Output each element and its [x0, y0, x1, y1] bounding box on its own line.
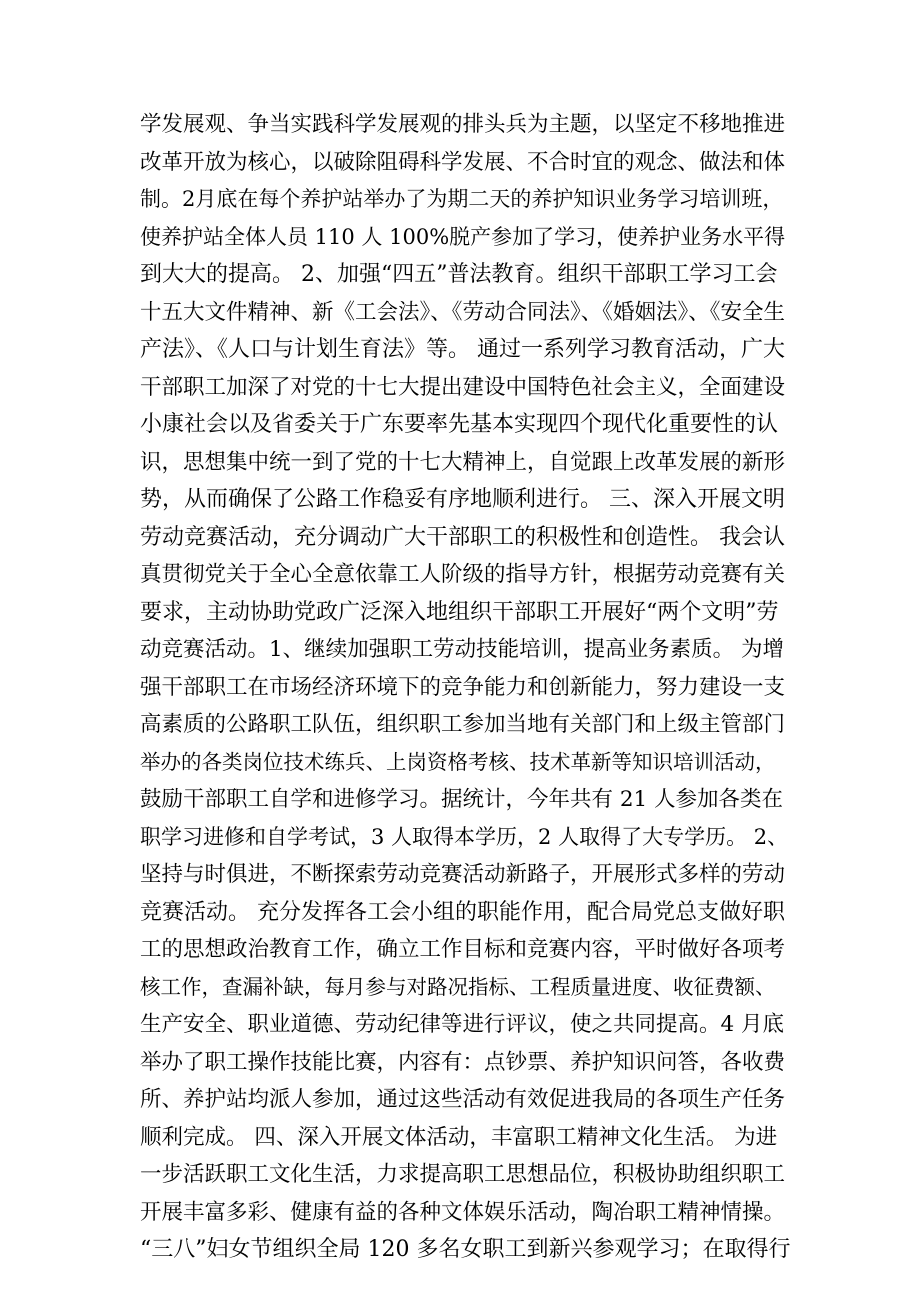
text-line: 高素质的公路职工队伍，组织职工参加当地有关部门和上级主管部门 [140, 712, 786, 737]
text-line: 鼓励干部职工自学和进修学习。据统计，今年共有 21 人参加各类在 [140, 787, 784, 812]
text-line: 制。2月底在每个养护站举办了为期二天的养护知识业务学习培训班， [140, 187, 784, 211]
text-line: 一步活跃职工文化生活，力求提高职工思想品位，积极协助组织职工 [140, 1162, 786, 1187]
text-line: 产法》、《人口与计划生育法》等。 通过一系列学习教育活动，广大 [140, 337, 785, 362]
text-line: 竞赛活动。 充分发挥各工会小组的职能作用，配合局党总支做好职 [140, 899, 785, 925]
text-line: 劳动竞赛活动，充分调动广大干部职工的积极性和创造性。 我会认 [140, 524, 785, 550]
text-line: 小康社会以及省委关于广东要率先基本实现四个现代化重要性的认 [140, 412, 779, 437]
text-line: 职学习进修和自学考试，3 人取得本学历，2 人取得了大专学历。 2、 [140, 824, 789, 849]
text-line: “三八”妇女节组织全局 120 多名女职工到新兴参观学习；在取得行 [140, 1237, 791, 1262]
text-line: 核工作，查漏补缺，每月参与对路况指标、工程质量进度、收征费额、 [140, 974, 776, 999]
text-line: 十五大文件精神、新《工会法》、《劳动合同法》、《婚姻法》、《安全生 [140, 299, 786, 325]
text-line: 举办的各类岗位技术练兵、上岗资格考核、技术革新等知识培训活动， [140, 749, 776, 774]
text-line: 干部职工加深了对党的十七大提出建设中国特色社会主义，全面建设 [140, 374, 786, 400]
text-line: 强干部职工在市场经济环境下的竞争能力和创新能力，努力建设一支 [140, 674, 786, 700]
text-line: 动竞赛活动。1、继续加强职工劳动技能培训，提高业务素质。 为增 [140, 637, 785, 662]
text-line: 顺利完成。 四、深入开展文体活动，丰富职工精神文化生活。 为进 [140, 1124, 778, 1150]
text-line: 识，思想集中统一到了党的十七大精神上，自觉跟上改革发展的新形 [140, 449, 786, 475]
body-text [140, 106, 790, 1269]
text-line: 坚持与时俱进，不断探索劳动竞赛活动新路子，开展形式多样的劳动 [140, 862, 786, 887]
text-line: 学发展观、争当实践科学发展观的排头兵为主题，以坚定不移地推进 [140, 112, 786, 137]
text-line: 所、养护站均派人参加，通过这些活动有效促进我局的各项生产任务 [140, 1087, 786, 1112]
text-line: 举办了职工操作技能比赛，内容有：点钞票、养护知识问答，各收费 [140, 1049, 786, 1075]
text-line: 开展丰富多彩、健康有益的各种文体娱乐活动，陶冶职工精神情操。 [140, 1199, 786, 1225]
text-line: 真贯彻党关于全心全意依靠工人阶级的指导方针，根据劳动竞赛有关 [140, 562, 786, 587]
text-line: 生产安全、职业道德、劳动纪律等进行评议，使之共同提高。4 月底 [140, 1012, 785, 1037]
text-line: 工的思想政治教育工作，确立工作目标和竞赛内容，平时做好各项考 [140, 937, 786, 962]
text-line: 改革开放为核心，以破除阻碍科学发展、不合时宜的观念、做法和体 [140, 149, 786, 175]
text-line: 使养护站全体人员 110 人 100%脱产参加了学习，使养护业务水平得 [140, 224, 786, 249]
text-line: 要求，主动协助党政广泛深入地组织干部职工开展好“两个文明”劳 [140, 599, 779, 625]
text-line: 到大大的提高。 2、加强“四五”普法教育。组织干部职工学习工会 [140, 262, 778, 287]
text-line: 势，从而确保了公路工作稳妥有序地顺利进行。 三、深入开展文明 [140, 487, 785, 512]
